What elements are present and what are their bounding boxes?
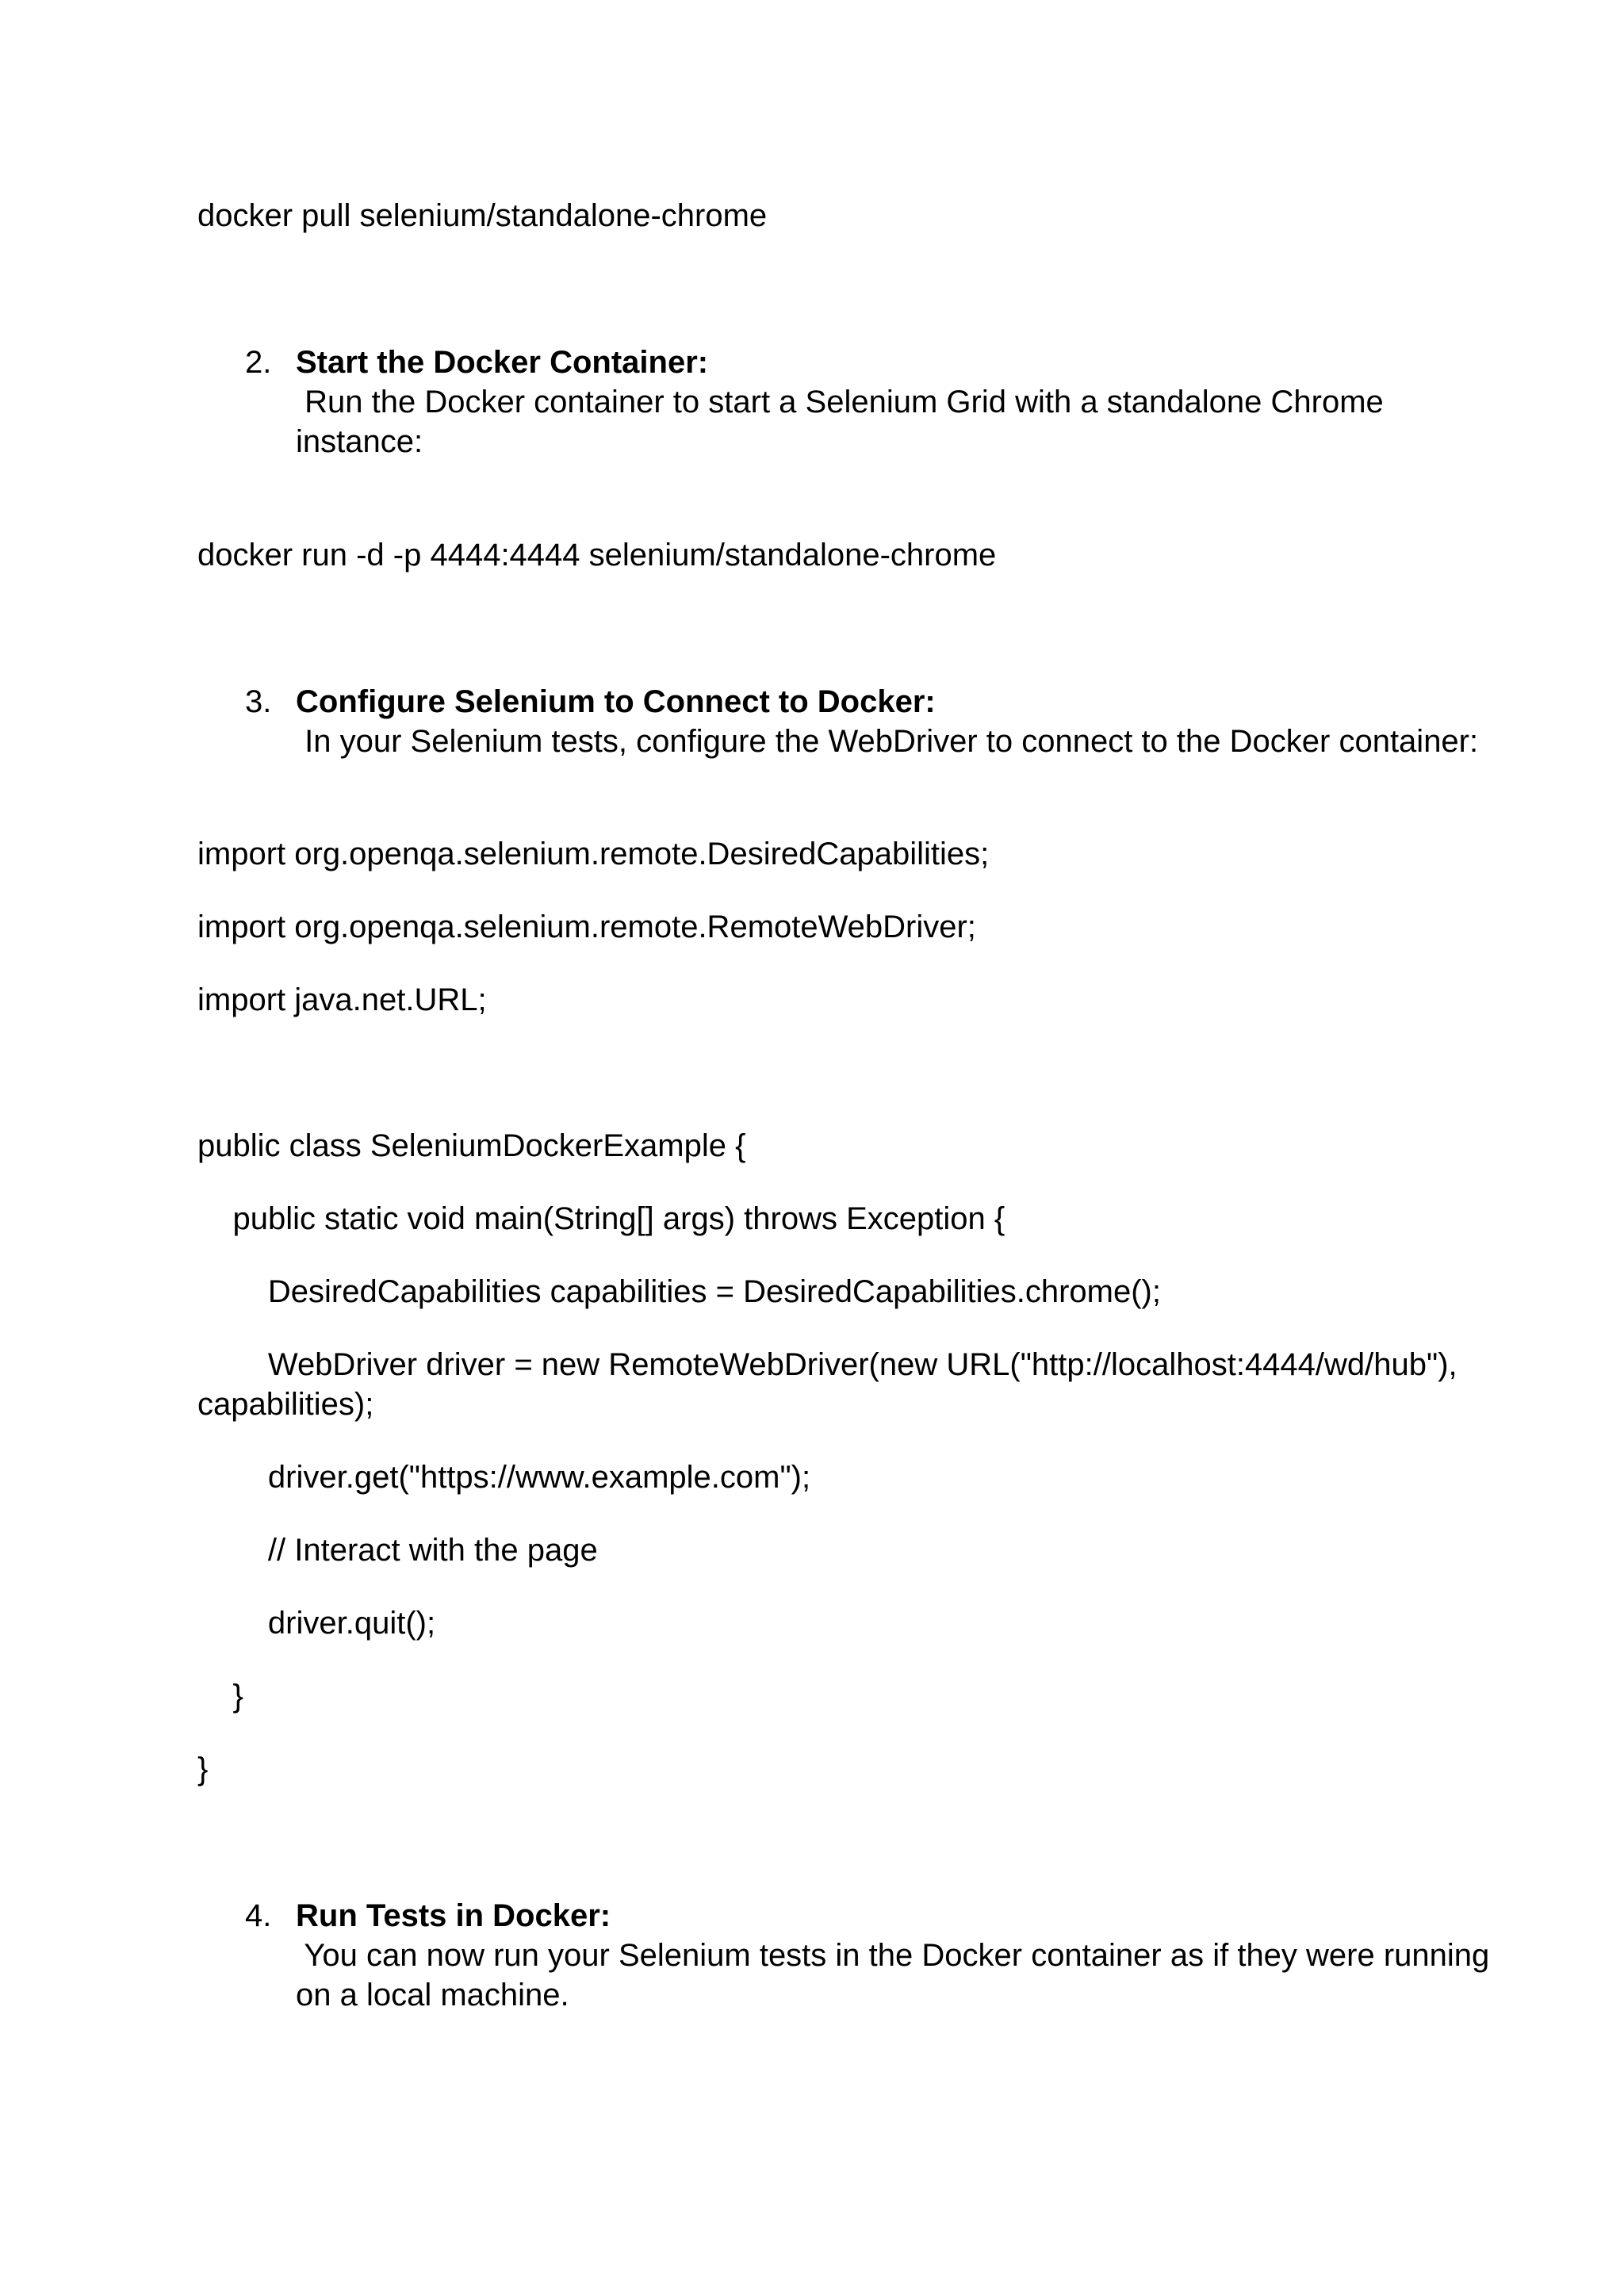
code-comment: // Interact with the page [197,1533,598,1568]
step-4-description [296,1936,1490,2015]
step-2-description [296,382,1438,461]
code-import-remotewebdriver: import org.openqa.selenium.remote.RemoteWebDriver; [197,910,976,944]
step-3-description [296,722,1479,761]
step-4-description-line-1: You can now run your Selenium tests in the Docker container as if they were running [296,1938,1490,1973]
docker-run-command: docker run -d -p 4444:4444 selenium/standalone-chrome [197,538,997,573]
step-4-title: Run Tests in Docker: [296,1898,611,1933]
step-2-description-line-2: instance: [296,424,423,459]
code-import-url: import java.net.URL; [197,982,487,1017]
step-3-description-line-1: In your Selenium tests, configure the WebDriver to connect to the Docker container: [296,724,1479,759]
code-driver-line-1: WebDriver driver = new RemoteWebDriver(new URL("http://localhost:4444/wd/hub"), [197,1347,1457,1382]
code-driver-get: driver.get("https://www.example.com"); [197,1460,811,1495]
step-2-description-line-1: Run the Docker container to start a Selenium Grid with a standalone Chrome [296,385,1384,419]
code-main-declaration: public static void main(String[] args) throws Exception { [197,1201,1005,1236]
code-import-desiredcapabilities: import org.openqa.selenium.remote.DesiredCapabilities; [197,837,990,871]
step-2-number: 2. [245,345,272,380]
code-driver-line-2: capabilities); [197,1387,374,1422]
code-class-declaration: public class SeleniumDockerExample { [197,1128,746,1163]
code-driver-quit: driver.quit(); [197,1606,436,1641]
step-2-title: Start the Docker Container: [296,345,709,380]
docker-pull-command: docker pull selenium/standalone-chrome [197,198,768,233]
step-3-title: Configure Selenium to Connect to Docker: [296,684,936,719]
code-close-main: } [197,1679,243,1714]
step-4-number: 4. [245,1898,272,1933]
code-close-class: } [197,1752,209,1787]
step-3-number: 3. [245,684,272,719]
step-4-description-line-2: on a local machine. [296,1978,569,2013]
code-capabilities-line: DesiredCapabilities capabilities = DesiredCapabilities.chrome(); [197,1274,1161,1309]
